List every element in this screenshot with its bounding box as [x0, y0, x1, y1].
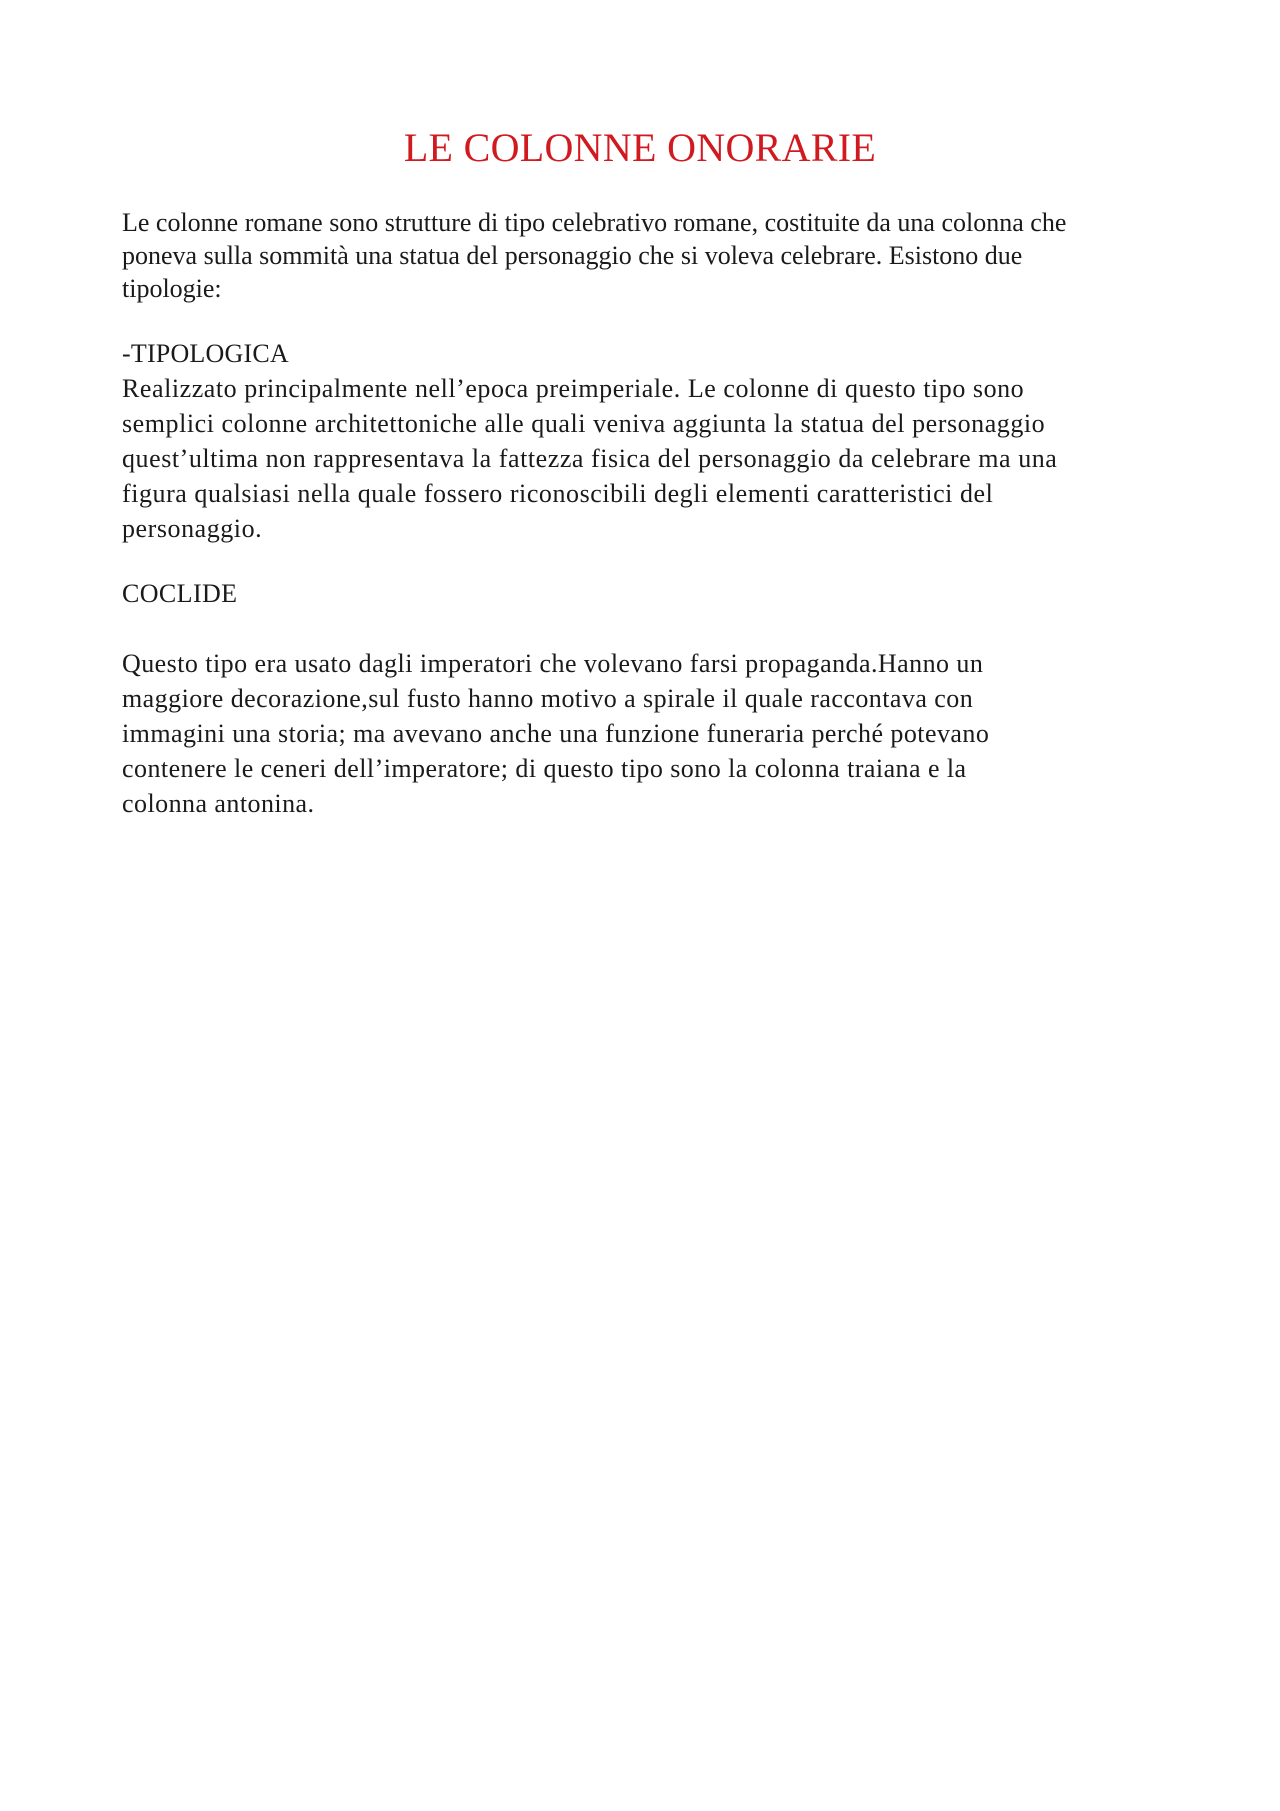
- paragraph-line: immagini una storia; ma avevano anche una funzione funeraria perché potevano: [122, 719, 990, 748]
- paragraph-line: figura qualsiasi nella quale fossero riconoscibili degli elementi caratteristici del: [122, 479, 994, 508]
- paragraph-line: Le colonne romane sono strutture di tipo celebrativo romane, costituite da una colonna che: [122, 208, 1067, 237]
- document-title: LE COLONNE ONORARIE: [403, 125, 877, 170]
- paragraph-line: quest’ultima non rappresentava la fattezza fisica del personaggio da celebrare ma una: [122, 444, 1058, 473]
- paragraph-line: maggiore decorazione,sul fusto hanno motivo a spirale il quale raccontava con: [122, 684, 974, 713]
- paragraph-line: Questo tipo era usato dagli imperatori che volevano farsi propaganda.Hanno un: [122, 649, 984, 678]
- section-heading-tipologica: -TIPOLOGICA: [122, 339, 289, 368]
- section-tipologica: [122, 336, 1172, 546]
- paragraph-line: contenere le ceneri dell’imperatore; di questo tipo sono la colonna traiana e la: [122, 754, 967, 783]
- paragraph-line: colonna antonina.: [122, 789, 315, 818]
- intro-paragraph: [122, 206, 1172, 305]
- paragraph-line: poneva sulla sommità una statua del personaggio che si voleva celebrare. Esistono due: [122, 241, 1023, 270]
- section-coclide: [122, 646, 1172, 821]
- section-heading-coclide: [122, 576, 1172, 611]
- paragraph-line: tipologie:: [122, 274, 222, 303]
- paragraph-line: personaggio.: [122, 514, 263, 543]
- paragraph-line: Realizzato principalmente nell’epoca preimperiale. Le colonne di questo tipo sono: [122, 374, 1025, 403]
- section-heading-text: COCLIDE: [122, 579, 238, 608]
- paragraph-line: semplici colonne architettoniche alle quali veniva aggiunta la statua del personaggio: [122, 409, 1046, 438]
